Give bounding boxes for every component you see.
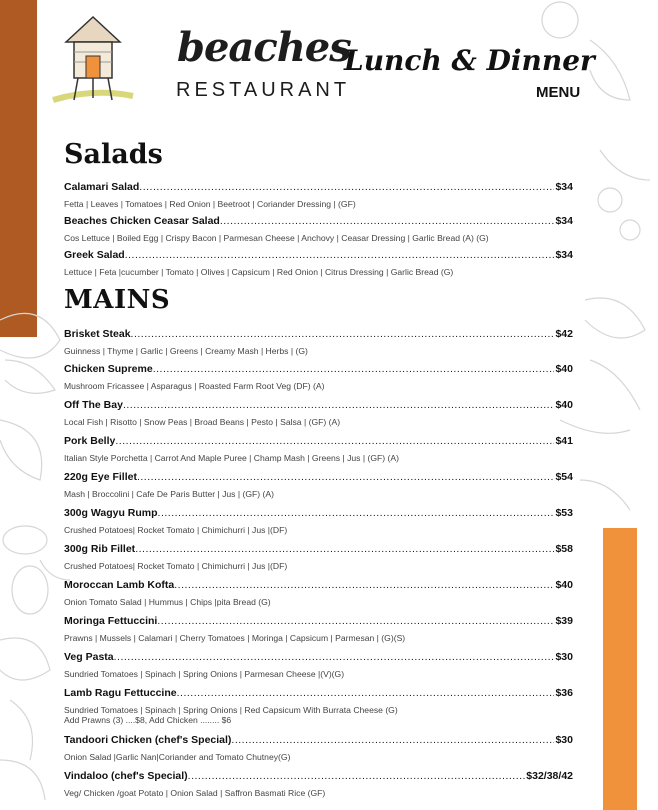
- item-description: Mash | Broccolini | Cafe De Paris Butter | Jus | (GF) (A): [64, 489, 274, 499]
- item-price: $32/38/42: [526, 770, 573, 782]
- item-description: Crushed Potatoes| Rocket Tomato | Chimichurri | Jus |(DF): [64, 525, 288, 535]
- menu-item: [64, 471, 573, 499]
- menu-item: [64, 363, 573, 391]
- item-price: $40: [555, 399, 573, 411]
- item-price: $34: [555, 215, 573, 227]
- item-name: Lamb Ragu Fettuccine: [64, 687, 177, 699]
- mains-section-title: MAINS: [64, 285, 171, 315]
- item-price: $30: [555, 734, 573, 746]
- item-description: Onion Salad |Garlic Nan|Coriander and Tomato Chutney(G): [64, 752, 291, 762]
- menu-item: [64, 734, 573, 762]
- item-description: Guinness | Thyme | Garlic | Greens | Creamy Mash | Herbs | (G): [64, 346, 308, 356]
- item-name: Moroccan Lamb Kofta: [64, 579, 175, 591]
- item-description: Veg/ Chicken /goat Potato | Onion Salad | Saffron Basmati Rice (GF): [64, 788, 326, 798]
- item-description: Sundried Tomatoes | Spinach | Spring Onions | Red Capsicum With Burrata Cheese (G): [64, 705, 398, 715]
- item-description: Sundried Tomatoes | Spinach | Spring Onions | Parmesan Cheese |(V)(G): [64, 669, 345, 679]
- item-addons: Add Prawns (3) ....$8, Add Chicken ........ $6: [64, 715, 232, 725]
- item-description: Italian Style Porchetta | Carrot And Maple Puree | Champ Mash | Greens | Jus | (GF) (A): [64, 453, 399, 463]
- salads-section-title: Salads: [64, 139, 163, 170]
- page-subtitle: MENU: [536, 84, 581, 101]
- item-name: Pork Belly: [64, 435, 116, 447]
- menu-item: [64, 687, 573, 725]
- item-name: Veg Pasta: [64, 651, 114, 663]
- item-description: Lettuce | Feta |cucumber | Tomato | Olives | Capsicum | Red Onion | Citrus Dressing | Garlic Bread (G): [64, 267, 454, 277]
- menu-item: [64, 435, 573, 463]
- menu-item: [64, 399, 573, 427]
- menu-item: [64, 615, 573, 643]
- item-name: 300g Rib Fillet: [64, 543, 136, 555]
- item-price: $36: [555, 687, 573, 699]
- item-price: $39: [555, 615, 573, 627]
- item-name: Calamari Salad: [64, 181, 140, 193]
- menu-item: [64, 328, 573, 356]
- restaurant-logo: [48, 12, 351, 107]
- brand-name: beaches: [177, 24, 351, 71]
- item-description: Local Fish | Risotto | Snow Peas | Broad Beans | Pesto | Salsa | (GF) (A): [64, 417, 341, 427]
- item-price: $34: [555, 181, 573, 193]
- item-price: $53: [555, 507, 573, 519]
- menu-item: [64, 770, 573, 798]
- item-price: $34: [555, 249, 573, 261]
- item-description: Crushed Potatoes| Rocket Tomato | Chimichurri | Jus |(DF): [64, 561, 288, 571]
- beach-hut-logo-icon: [48, 12, 138, 107]
- brand-subtitle: RESTAURANT: [176, 79, 351, 101]
- item-description: Onion Tomato Salad | Hummus | Chips |pita Bread (G): [64, 597, 271, 607]
- item-name: Greek Salad: [64, 249, 125, 261]
- item-price: $42: [555, 328, 573, 340]
- menu-item: [64, 215, 573, 243]
- menu-item: [64, 507, 573, 535]
- item-name: 220g Eye Fillet: [64, 471, 137, 483]
- item-price: $40: [555, 579, 573, 591]
- item-name: Brisket Steak: [64, 328, 131, 340]
- page-title: Lunch & Dinner: [344, 44, 595, 77]
- menu-item: [64, 579, 573, 607]
- item-name: Beaches Chicken Ceasar Salad: [64, 215, 220, 227]
- item-name: Vindaloo (chef's Special): [64, 770, 188, 782]
- item-price: $41: [555, 435, 573, 447]
- item-description: Mushroom Fricassee | Asparagus | Roasted Farm Root Veg (DF) (A): [64, 381, 325, 391]
- item-description: Fetta | Leaves | Tomatoes | Red Onion | Beetroot | Coriander Dressing | (GF): [64, 199, 356, 209]
- menu-item: [64, 543, 573, 571]
- item-price: $40: [555, 363, 573, 375]
- menu-item: [64, 249, 573, 277]
- item-name: 300g Wagyu Rump: [64, 507, 158, 519]
- item-name: Tandoori Chicken (chef's Special): [64, 734, 232, 746]
- item-description: Prawns | Mussels | Calamari | Cherry Tomatoes | Moringa | Capsicum | Parmesan | (G)(S): [64, 633, 406, 643]
- item-price: $30: [555, 651, 573, 663]
- item-name: Chicken Supreme: [64, 363, 153, 375]
- left-accent-bar: [0, 0, 37, 337]
- menu-item: [64, 181, 573, 209]
- menu-item: [64, 651, 573, 679]
- item-price: $54: [555, 471, 573, 483]
- item-name: Moringa Fettuccini: [64, 615, 158, 627]
- item-price: $58: [555, 543, 573, 555]
- item-description: Cos Lettuce | Boiled Egg | Crispy Bacon | Parmesan Cheese | Anchovy | Ceasar Dressing | Garlic Bread (A) (G): [64, 233, 489, 243]
- item-name: Off The Bay: [64, 399, 123, 411]
- right-accent-bar: [603, 528, 637, 810]
